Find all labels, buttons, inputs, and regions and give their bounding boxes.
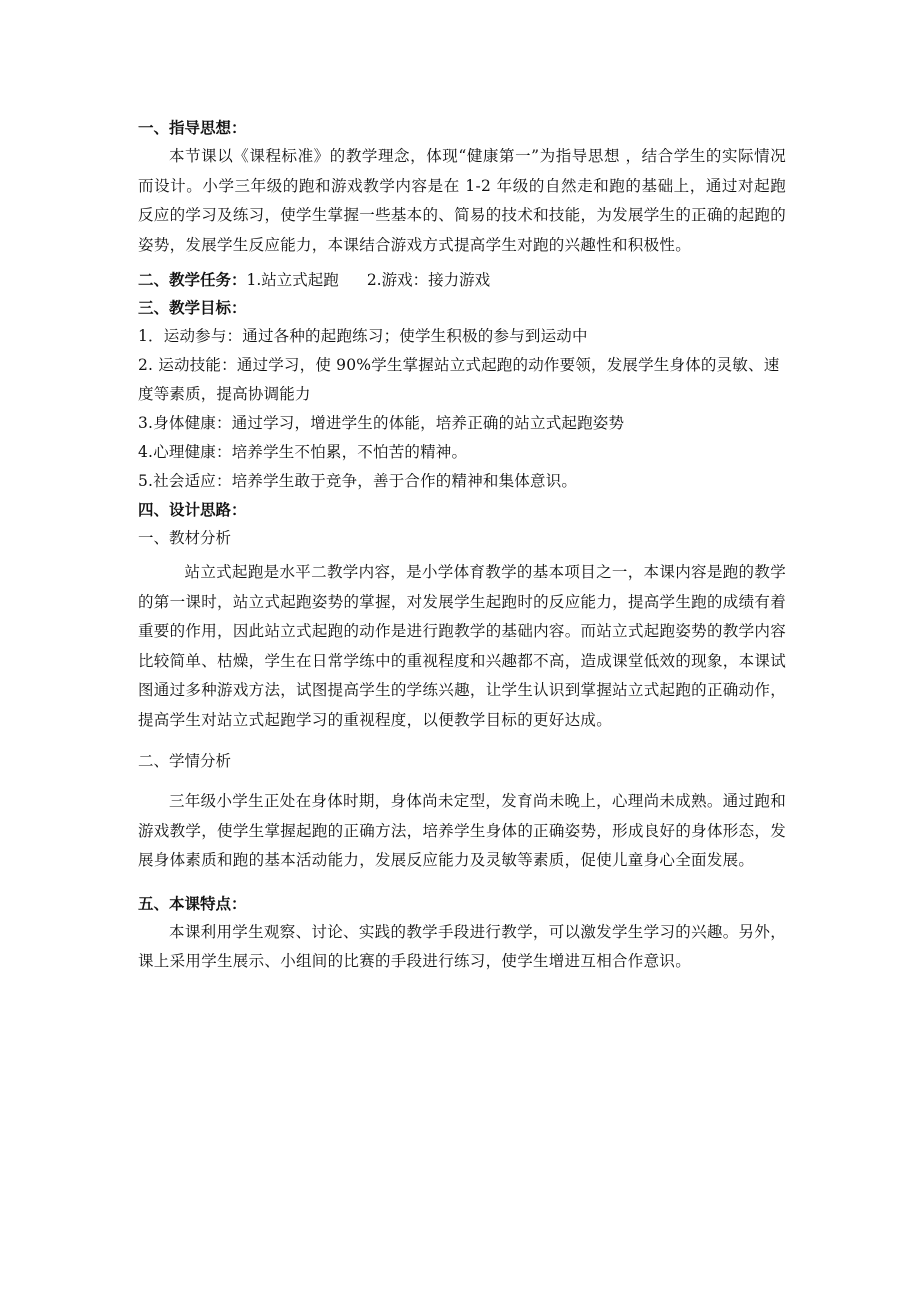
subheading-material-analysis: 一、教材分析 [138,529,232,547]
subheading-student-analysis: 二、学情分析 [138,752,232,770]
document-page [138,114,786,977]
section-heading-guiding-thought: 一、指导思想： [138,119,247,137]
section-heading-teaching-goals: 三、教学目标： [138,299,247,317]
goal-item: 3.身体健康：通过学习，增进学生的体能，培养正确的站立式起跑姿势 [138,414,625,432]
material-analysis-paragraph: 站立式起跑是水平二教学内容，是小学体育教学的基本项目之一，本课内容是跑的教学的第一课时，站立式起跑姿势的掌握，对发展学生起跑时的反应能力，提高学生跑的成绩有着重要的作用，因此站立式起跑的动作是进行跑教学的基础内容。而站立式起跑姿势的教学内容比较简单、枯燥，学生在日常学练中的重视程度和兴趣都不高，造成课堂低效的现象，本课试图通过多种游戏方法，试图提高学生的学练兴趣，让学生认识到掌握站立式起跑的正确动作，提高学生对站立式起跑学习的重视程度，以便教学目标的更好达成。 [138,563,786,729]
goal-item: 5.社会适应：培养学生敢于竞争，善于合作的精神和集体意识。 [138,472,578,490]
task-item-relay-game: 2.游戏：接力游戏 [366,271,491,289]
goal-item: 4.心理健康：培养学生不怕累，不怕苦的精神。 [138,443,468,461]
goal-item: 1．运动参与：通过各种的起跑练习；使学生积极的参与到运动中 [138,327,588,345]
task-item-standing-start: 1.站立式起跑 [246,271,339,289]
lesson-features-paragraph: 本课利用学生观察、讨论、实践的教学手段进行教学，可以激发学生学习的兴趣。另外，课上采用学生展示、小组间的比赛的手段进行练习，使学生增进互相合作意识。 [138,922,786,970]
section-heading-lesson-features: 五、本课特点： [138,894,247,913]
teaching-task-row [138,266,786,294]
section-heading-teaching-task: 二、教学任务： [138,271,247,289]
guiding-thought-paragraph: 本节课以《课程标准》的教学理念，体现“健康第一”为指导思想 ，结合学生的实际情况而设计。小学三年级的跑和游戏教学内容是在 1-2 年级的自然走和跑的基础上，通过对起跑反应的学习及练习，使学生掌握一些基本的、简易的技术和技能，为发展学生的正确的起跑的姿势，发展学生反应能力，本课结合游戏方式提高学生对跑的兴趣性和积极性。 [138,147,786,254]
goal-item: 2. 运动技能：通过学习，使 90%学生掌握站立式起跑的动作要领，发展学生身体的灵敏、速度等素质，提高协调能力 [138,356,780,403]
section-heading-design-ideas: 四、设计思路： [138,501,247,519]
student-analysis-paragraph: 三年级小学生正处在身体时期，身体尚未定型，发育尚未晚上，心理尚未成熟。通过跑和游戏教学，使学生掌握起跑的正确方法，培养学生身体的正确姿势，形成良好的身体形态，发展身体素质和跑的基本活动能力，发展反应能力及灵敏等素质，促使儿童身心全面发展。 [138,792,786,869]
